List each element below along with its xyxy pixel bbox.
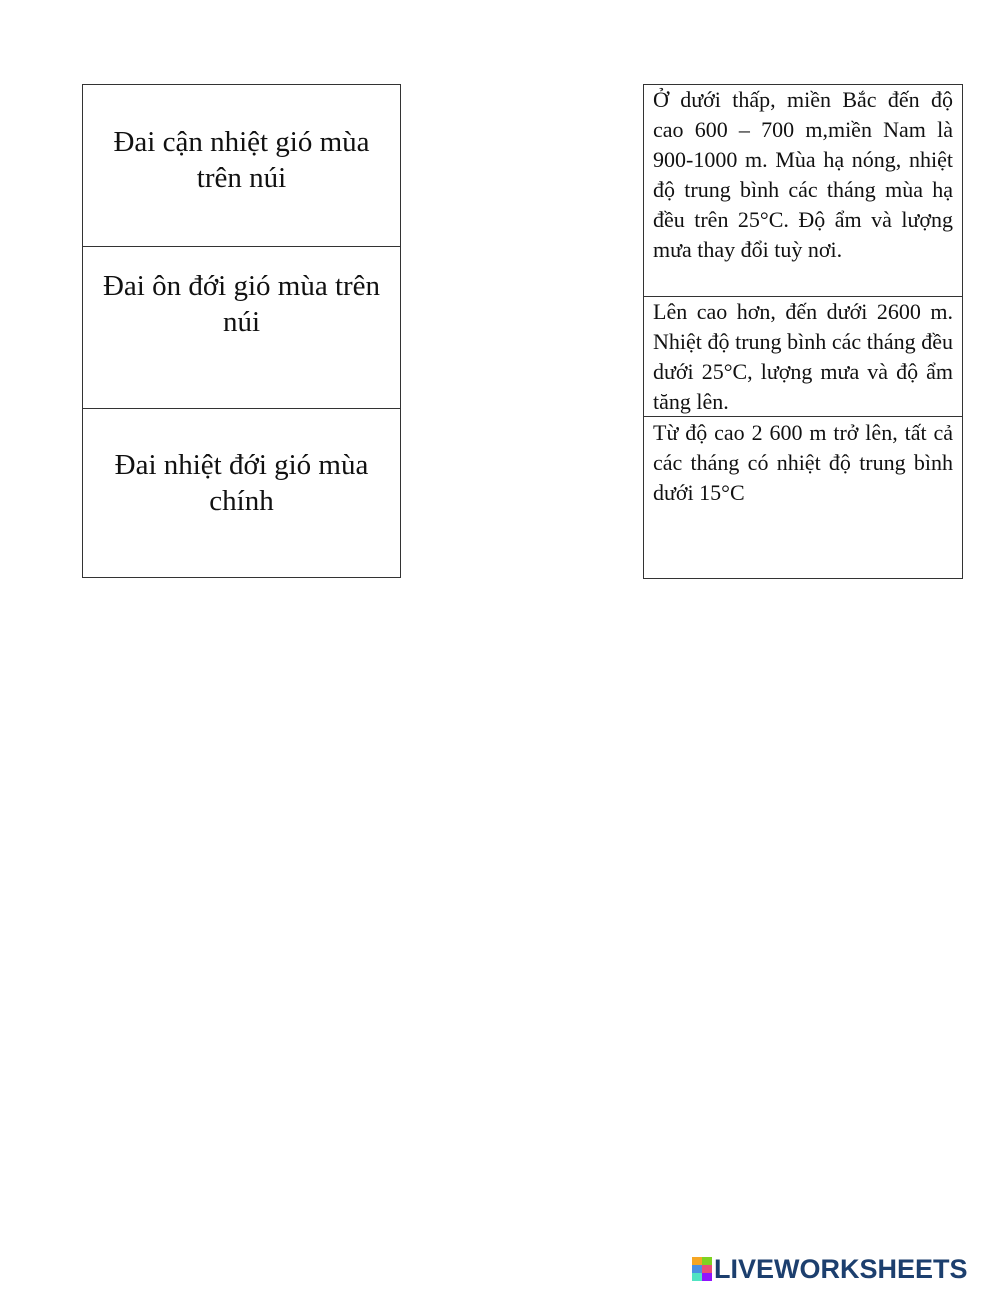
description-column <box>643 84 963 579</box>
logo-square <box>702 1273 712 1281</box>
logo-text: LIVEWORKSHEETS <box>714 1253 968 1284</box>
term-cell-2[interactable]: Đai ôn đới gió mùa trên núi <box>83 247 400 409</box>
logo-square <box>702 1265 712 1273</box>
description-cell-3[interactable]: Từ độ cao 2 600 m trở lên, tất cả các tháng có nhiệt độ trung bình dưới 15°C <box>653 420 953 505</box>
logo-square <box>702 1257 712 1265</box>
term-cell-1[interactable]: Đai cận nhiệt gió mùa trên núi <box>83 85 400 247</box>
liveworksheets-logo-icon <box>692 1257 712 1281</box>
logo-square <box>692 1265 702 1273</box>
term-cell-3[interactable]: Đai nhiệt đới gió mùa chính <box>114 449 369 517</box>
liveworksheets-logo <box>692 1255 968 1283</box>
description-cell-1[interactable]: Ở dưới thấp, miền Bắc đến độ cao 600 – 700 m,miền Nam là 900-1000 m. Mùa hạ nóng, nhiệt độ trung bình các tháng mùa hạ đều trên 25°C. Độ ẩm và lượng mưa thay đổi tuỳ nơi. <box>644 85 962 297</box>
description-cell-2[interactable]: Lên cao hơn, đến dưới 2600 m. Nhiệt độ trung bình các tháng đều dưới 25°C, lượng mưa và độ ẩm tăng lên. <box>644 297 962 417</box>
term-column <box>82 84 401 578</box>
logo-square <box>692 1257 702 1265</box>
logo-square <box>692 1273 702 1281</box>
